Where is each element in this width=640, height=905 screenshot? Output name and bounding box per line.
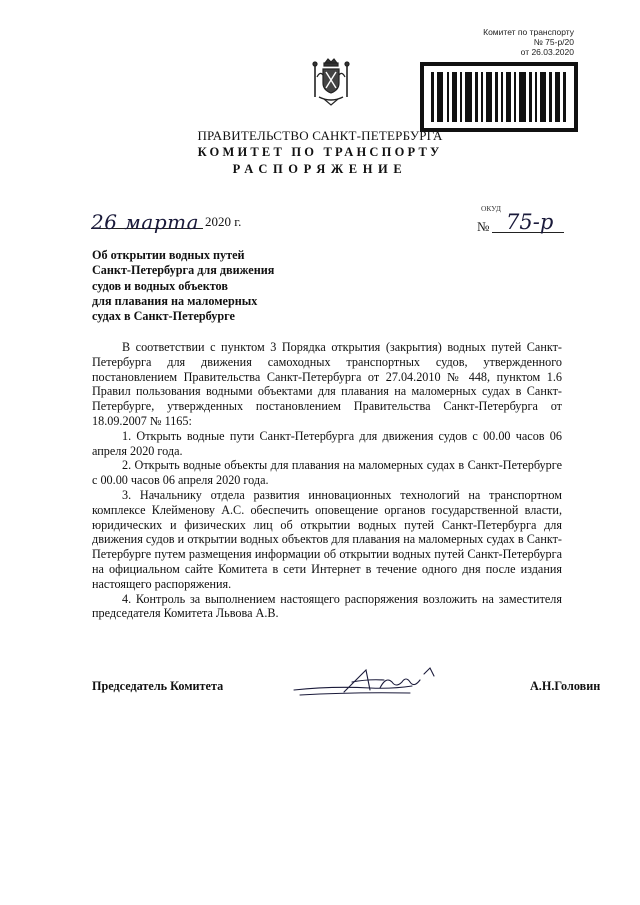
number-sign: № bbox=[477, 219, 490, 234]
coat-of-arms-icon bbox=[311, 57, 351, 107]
document-body bbox=[92, 340, 562, 621]
subject-line: Санкт-Петербурга для движения bbox=[92, 263, 275, 278]
handwritten-signature bbox=[292, 664, 454, 698]
registration-stamp bbox=[462, 27, 574, 57]
subject-line: Об открытии водных путей bbox=[92, 248, 245, 262]
registration-stamp-number: № 75-р/20 bbox=[533, 37, 574, 47]
registration-stamp-issuer: Комитет по транспорту bbox=[483, 27, 574, 37]
document-year: 2020 г. bbox=[205, 214, 242, 229]
preamble-paragraph: В соответствии с пунктом 3 Порядка открытия (закрытия) водных путей Санкт-Петербурга для движения самоходных транспортных судов, утвержденного постановлением Правительства Санкт-Петербурга от 27.04.2010 № 448, пунктом 1.6 Правил пользования водными объектами для плавания на маломерных судах в Санкт-Петербурге, утвержденных постановлением Правительства Санкт-Петербурга от 18.09.2007 № 1165: bbox=[92, 340, 562, 428]
signatory-name: А.Н.Головин bbox=[530, 679, 601, 693]
okud-label: ОКУД bbox=[481, 204, 501, 213]
subject-line: судов и водных объектов bbox=[92, 278, 228, 293]
order-item-3: 3. Начальнику отдела развития инновационных технологий на транспортном комплексе Клейменову А.С. обеспечить оповещение органов государственной власти, юридических и физических лиц об открытии водных путей Санкт-Петербурга для движения судов и открытии водных объектов для плавания на маломерных судах в Санкт-Петербурге путем размещения информации об открытии водных путей Санкт-Петербурга на официальном сайте Комитета в сети Интернет в течение одного дня после издания настоящего распоряжения. bbox=[92, 487, 562, 591]
document-date-handwritten: 26 марта bbox=[91, 210, 200, 234]
document-type: РАСПОРЯЖЕНИЕ bbox=[232, 162, 408, 176]
order-item-4: 4. Контроль за выполнением настоящего распоряжения возложить на заместителя председателя Комитета Львова А.В. bbox=[92, 591, 562, 621]
registration-stamp-date: от 26.03.2020 bbox=[520, 47, 574, 57]
government-title: ПРАВИТЕЛЬСТВО САНКТ-ПЕТЕРБУРГА bbox=[197, 128, 443, 143]
signatory-role: Председатель Комитета bbox=[92, 679, 224, 693]
subject-line: для плавания на маломерных bbox=[92, 293, 258, 308]
document-subject bbox=[92, 248, 332, 324]
committee-title: КОМИТЕТ ПО ТРАНСПОРТУ bbox=[197, 145, 443, 159]
order-item-2: 2. Открыть водные объекты для плавания на маломерных судах в Санкт-Петербурге с 00.00 часов 06 апреля 2020 года. bbox=[92, 458, 562, 488]
order-item-1: 1. Открыть водные пути Санкт-Петербурга для движения судов с 00.00 часов 06 апреля 2020 года. bbox=[92, 428, 562, 458]
barcode bbox=[420, 62, 578, 132]
document-number-handwritten: 75-р bbox=[506, 210, 554, 234]
subject-line: судах в Санкт-Петербурге bbox=[92, 309, 235, 324]
